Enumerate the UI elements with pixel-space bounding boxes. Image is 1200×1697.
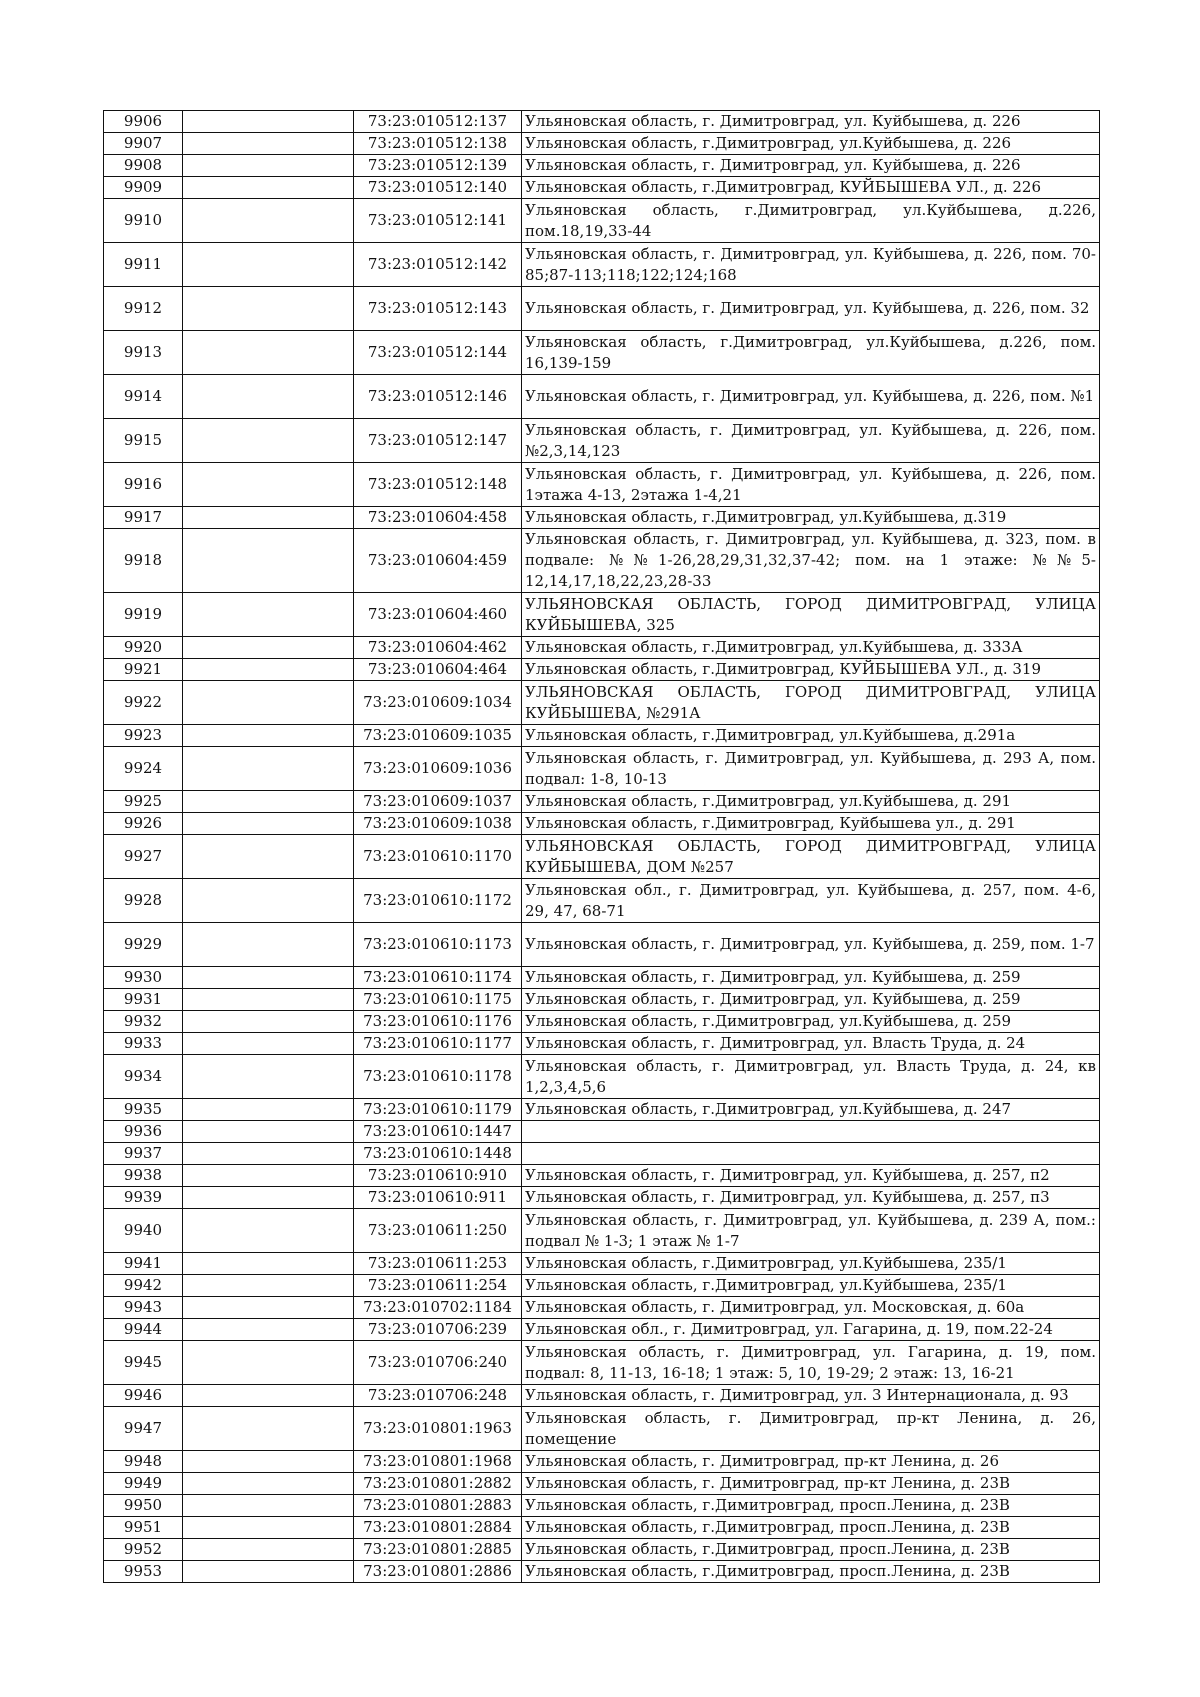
row-number: 9928 [104,879,183,923]
address-cell: Ульяновская область, г.Димитровград, ул.Куйбышева, д. 226 [522,133,1100,155]
empty-cell [183,923,354,967]
cadastral-number: 73:23:010611:250 [354,1209,522,1253]
cadastral-number: 73:23:010512:142 [354,243,522,287]
row-number: 9920 [104,637,183,659]
cadastral-number: 73:23:010609:1036 [354,747,522,791]
row-number: 9915 [104,419,183,463]
address-cell: Ульяновская область, г.Димитровград, просп.Ленина, д. 23В [522,1495,1100,1517]
address-cell: Ульяновская область, г.Димитровград, КУЙБЫШЕВА УЛ., д. 319 [522,659,1100,681]
cadastral-number: 73:23:010609:1034 [354,681,522,725]
address-cell: УЛЬЯНОВСКАЯ ОБЛАСТЬ, ГОРОД ДИМИТРОВГРАД, УЛИЦА КУЙБЫШЕВА, ДОМ №257 [522,835,1100,879]
row-number: 9951 [104,1517,183,1539]
address-cell: Ульяновская область, г.Димитровград, ул.Куйбышева, д.319 [522,507,1100,529]
cadastral-number: 73:23:010610:1448 [354,1143,522,1165]
row-number: 9907 [104,133,183,155]
empty-cell [183,1187,354,1209]
cadastral-number: 73:23:010512:144 [354,331,522,375]
address-cell: Ульяновская область, г. Димитровград, ул. Куйбышева, д. 239 А, пом.: подвал № 1-3; 1 этаж № 1-7 [522,1209,1100,1253]
address-cell: УЛЬЯНОВСКАЯ ОБЛАСТЬ, ГОРОД ДИМИТРОВГРАД, УЛИЦА КУЙБЫШЕВА, №291А [522,681,1100,725]
row-number: 9918 [104,529,183,593]
row-number: 9944 [104,1319,183,1341]
address-cell: Ульяновская обл., г. Димитровград, ул. Гагарина, д. 19, пом.22-24 [522,1319,1100,1341]
empty-cell [183,1407,354,1451]
address-cell: Ульяновская область, г. Димитровград, ул. Куйбышева, д. 259, пом. 1-7 [522,923,1100,967]
cadastral-number: 73:23:010609:1038 [354,813,522,835]
cadastral-number: 73:23:010706:240 [354,1341,522,1385]
empty-cell [183,243,354,287]
table-row [104,813,1100,835]
address-cell: Ульяновская область, г. Димитровград, ул. Куйбышева, д. 226 [522,111,1100,133]
empty-cell [183,1495,354,1517]
row-number: 9916 [104,463,183,507]
cadastral-number: 73:23:010512:141 [354,199,522,243]
table-row [104,989,1100,1011]
table-row [104,1275,1100,1297]
empty-cell [183,1033,354,1055]
address-cell: Ульяновская область, г. Димитровград, пр-кт Ленина, д. 26 [522,1451,1100,1473]
address-cell: Ульяновская область, г. Димитровград, пр-кт Ленина, д. 23В [522,1473,1100,1495]
cadastral-number: 73:23:010512:148 [354,463,522,507]
table-row [104,593,1100,637]
address-cell: Ульяновская область, г.Димитровград, ул.Куйбышева, д. 333А [522,637,1100,659]
address-cell: Ульяновская область, г. Димитровград, ул. Куйбышева, д. 257, п2 [522,1165,1100,1187]
empty-cell [183,1143,354,1165]
row-number: 9932 [104,1011,183,1033]
row-number: 9935 [104,1099,183,1121]
row-number: 9925 [104,791,183,813]
empty-cell [183,725,354,747]
table-row [104,659,1100,681]
empty-cell [183,529,354,593]
cadastral-number: 73:23:010512:138 [354,133,522,155]
table-row [104,1517,1100,1539]
property-registry-table [103,110,1100,1583]
cadastral-number: 73:23:010512:137 [354,111,522,133]
address-cell: Ульяновская область, г. Димитровград, ул. Московская, д. 60а [522,1297,1100,1319]
table-row [104,637,1100,659]
row-number: 9936 [104,1121,183,1143]
table-row [104,1209,1100,1253]
table-row [104,1297,1100,1319]
cadastral-number: 73:23:010512:147 [354,419,522,463]
row-number: 9942 [104,1275,183,1297]
row-number: 9926 [104,813,183,835]
cadastral-number: 73:23:010604:458 [354,507,522,529]
table-row [104,111,1100,133]
cadastral-number: 73:23:010706:239 [354,1319,522,1341]
row-number: 9911 [104,243,183,287]
empty-cell [183,1165,354,1187]
row-number: 9948 [104,1451,183,1473]
address-cell: Ульяновская область, г. Димитровград, ул. Куйбышева, д. 226, пом. №1 [522,375,1100,419]
cadastral-number: 73:23:010604:459 [354,529,522,593]
row-number: 9941 [104,1253,183,1275]
address-cell: Ульяновская область, г.Димитровград, ул.Куйбышева, 235/1 [522,1253,1100,1275]
row-number: 9927 [104,835,183,879]
cadastral-number: 73:23:010512:146 [354,375,522,419]
empty-cell [183,1253,354,1275]
cadastral-number: 73:23:010610:1173 [354,923,522,967]
empty-cell [183,1011,354,1033]
address-cell: Ульяновская область, г. Димитровград, ул. 3 Интернационала, д. 93 [522,1385,1100,1407]
empty-cell [183,507,354,529]
cadastral-number: 73:23:010801:2884 [354,1517,522,1539]
row-number: 9924 [104,747,183,791]
cadastral-number: 73:23:010610:1175 [354,989,522,1011]
table-row [104,287,1100,331]
empty-cell [183,637,354,659]
table-row [104,419,1100,463]
cadastral-number: 73:23:010801:1963 [354,1407,522,1451]
cadastral-number: 73:23:010604:462 [354,637,522,659]
row-number: 9922 [104,681,183,725]
address-cell: Ульяновская область, г.Димитровград, Куйбышева ул., д. 291 [522,813,1100,835]
address-cell: Ульяновская область, г.Димитровград, просп.Ленина, д. 23В [522,1561,1100,1583]
row-number: 9949 [104,1473,183,1495]
address-cell: Ульяновская обл., г. Димитровград, ул. Куйбышева, д. 257, пом. 4-6, 29, 47, 68-71 [522,879,1100,923]
cadastral-number: 73:23:010610:910 [354,1165,522,1187]
table-row [104,1143,1100,1165]
empty-cell [183,1539,354,1561]
address-cell: Ульяновская область, г. Димитровград, ул. Куйбышева, д. 226 [522,155,1100,177]
table-row [104,681,1100,725]
row-number: 9946 [104,1385,183,1407]
row-number: 9909 [104,177,183,199]
cadastral-number: 73:23:010610:1172 [354,879,522,923]
cadastral-number: 73:23:010604:464 [354,659,522,681]
empty-cell [183,1451,354,1473]
table-row [104,375,1100,419]
row-number: 9914 [104,375,183,419]
table-row [104,177,1100,199]
cadastral-number: 73:23:010801:2883 [354,1495,522,1517]
address-cell: Ульяновская область, г. Димитровград, ул. Куйбышева, д. 259 [522,967,1100,989]
row-number: 9940 [104,1209,183,1253]
empty-cell [183,1209,354,1253]
address-cell: Ульяновская область, г.Димитровград, ул.Куйбышева, 235/1 [522,1275,1100,1297]
address-cell: Ульяновская область, г. Димитровград, ул. Куйбышева, д. 293 А, пом. подвал: 1-8, 10-13 [522,747,1100,791]
row-number: 9947 [104,1407,183,1451]
table-row [104,1121,1100,1143]
empty-cell [183,1385,354,1407]
cadastral-number: 73:23:010609:1037 [354,791,522,813]
table-row [104,529,1100,593]
address-cell: Ульяновская область, г. Димитровград, ул. Куйбышева, д. 226, пом. 1этажа 4-13, 2этажа 1-4,21 [522,463,1100,507]
cadastral-number: 73:23:010611:253 [354,1253,522,1275]
table-row [104,1539,1100,1561]
table-row [104,791,1100,813]
row-number: 9952 [104,1539,183,1561]
empty-cell [183,879,354,923]
table-row [104,1055,1100,1099]
table-row [104,1561,1100,1583]
cadastral-number: 73:23:010610:1176 [354,1011,522,1033]
empty-cell [183,1319,354,1341]
row-number: 9953 [104,1561,183,1583]
row-number: 9931 [104,989,183,1011]
empty-cell [183,681,354,725]
empty-cell [183,463,354,507]
table-row [104,463,1100,507]
table-row [104,1407,1100,1451]
cadastral-number: 73:23:010604:460 [354,593,522,637]
empty-cell [183,331,354,375]
row-number: 9950 [104,1495,183,1517]
address-cell: Ульяновская область, г.Димитровград, ул.Куйбышева, д. 291 [522,791,1100,813]
row-number: 9906 [104,111,183,133]
row-number: 9919 [104,593,183,637]
empty-cell [183,155,354,177]
empty-cell [183,1275,354,1297]
table-row [104,1165,1100,1187]
table-row [104,967,1100,989]
row-number: 9908 [104,155,183,177]
row-number: 9943 [104,1297,183,1319]
address-cell: Ульяновская область, г.Димитровград, ул.Куйбышева, д.226, пом.18,19,33-44 [522,199,1100,243]
empty-cell [183,967,354,989]
table-row [104,1319,1100,1341]
cadastral-number: 73:23:010512:139 [354,155,522,177]
address-cell: Ульяновская область, г.Димитровград, КУЙБЫШЕВА УЛ., д. 226 [522,177,1100,199]
cadastral-number: 73:23:010610:1174 [354,967,522,989]
empty-cell [183,791,354,813]
cadastral-number: 73:23:010610:1178 [354,1055,522,1099]
empty-cell [183,1561,354,1583]
cadastral-number: 73:23:010610:1179 [354,1099,522,1121]
empty-cell [183,593,354,637]
table-row [104,747,1100,791]
cadastral-number: 73:23:010610:1170 [354,835,522,879]
address-cell: Ульяновская область, г. Димитровград, ул. Куйбышева, д. 259 [522,989,1100,1011]
cadastral-number: 73:23:010702:1184 [354,1297,522,1319]
cadastral-number: 73:23:010512:140 [354,177,522,199]
address-cell: Ульяновская область, г. Димитровград, ул. Власть Труда, д. 24 [522,1033,1100,1055]
empty-cell [183,111,354,133]
empty-cell [183,813,354,835]
address-cell: Ульяновская область, г.Димитровград, ул.Куйбышева, д.291а [522,725,1100,747]
address-cell: Ульяновская область, г. Димитровград, ул. Куйбышева, д. 226, пом. 32 [522,287,1100,331]
row-number: 9923 [104,725,183,747]
row-number: 9930 [104,967,183,989]
row-number: 9939 [104,1187,183,1209]
table-row [104,1385,1100,1407]
cadastral-number: 73:23:010611:254 [354,1275,522,1297]
table-row [104,1495,1100,1517]
row-number: 9934 [104,1055,183,1099]
address-cell: Ульяновская область, г. Димитровград, ул. Куйбышева, д. 323, пом. в подвале: №№1-26,28,29,31,32,37-42; пом. на 1 этаже: №№5-12,14,17,18,22,23,28-33 [522,529,1100,593]
table-row [104,923,1100,967]
empty-cell [183,747,354,791]
table-row [104,1099,1100,1121]
table-row [104,1187,1100,1209]
address-cell: Ульяновская область, г.Димитровград, ул.Куйбышева, д. 259 [522,1011,1100,1033]
empty-cell [183,659,354,681]
table-row [104,507,1100,529]
empty-cell [183,1055,354,1099]
cadastral-number: 73:23:010801:2882 [354,1473,522,1495]
table-row [104,835,1100,879]
table-row [104,1253,1100,1275]
row-number: 9921 [104,659,183,681]
table-row [104,331,1100,375]
registry-body [104,111,1100,1583]
address-cell: Ульяновская область, г. Димитровград, ул. Куйбышева, д. 226, пом. 70-85;87-113;118;122;124;168 [522,243,1100,287]
empty-cell [183,133,354,155]
empty-cell [183,1121,354,1143]
row-number: 9917 [104,507,183,529]
table-row [104,1011,1100,1033]
address-cell: Ульяновская область, г. Димитровград, ул. Гагарина, д. 19, пом. подвал: 8, 11-13, 16-18; 1 этаж: 5, 10, 19-29; 2 этаж: 13, 16-21 [522,1341,1100,1385]
row-number: 9938 [104,1165,183,1187]
empty-cell [183,1473,354,1495]
row-number: 9910 [104,199,183,243]
cadastral-number: 73:23:010512:143 [354,287,522,331]
table-row [104,199,1100,243]
cadastral-number: 73:23:010610:1447 [354,1121,522,1143]
row-number: 9933 [104,1033,183,1055]
cadastral-number: 73:23:010706:248 [354,1385,522,1407]
table-row [104,725,1100,747]
table-row [104,243,1100,287]
address-cell: Ульяновская область, г. Димитровград, ул. Куйбышева, д. 257, п3 [522,1187,1100,1209]
table-row [104,1473,1100,1495]
row-number: 9913 [104,331,183,375]
address-cell [522,1143,1100,1165]
cadastral-number: 73:23:010609:1035 [354,725,522,747]
address-cell: Ульяновская область, г.Димитровград, ул.Куйбышева, д.226, пом. 16,139-159 [522,331,1100,375]
empty-cell [183,199,354,243]
address-cell: Ульяновская область, г.Димитровград, просп.Ленина, д. 23В [522,1539,1100,1561]
empty-cell [183,1297,354,1319]
table-row [104,155,1100,177]
table-row [104,1451,1100,1473]
row-number: 9945 [104,1341,183,1385]
cadastral-number: 73:23:010610:1177 [354,1033,522,1055]
table-row [104,879,1100,923]
row-number: 9937 [104,1143,183,1165]
cadastral-number: 73:23:010801:2886 [354,1561,522,1583]
empty-cell [183,1099,354,1121]
row-number: 9929 [104,923,183,967]
empty-cell [183,177,354,199]
empty-cell [183,375,354,419]
table-row [104,133,1100,155]
empty-cell [183,419,354,463]
table-row [104,1341,1100,1385]
address-cell: Ульяновская область, г. Димитровград, ул. Власть Труда, д. 24, кв 1,2,3,4,5,6 [522,1055,1100,1099]
cadastral-number: 73:23:010801:2885 [354,1539,522,1561]
empty-cell [183,835,354,879]
empty-cell [183,989,354,1011]
cadastral-number: 73:23:010610:911 [354,1187,522,1209]
row-number: 9912 [104,287,183,331]
empty-cell [183,287,354,331]
cadastral-number: 73:23:010801:1968 [354,1451,522,1473]
address-cell: УЛЬЯНОВСКАЯ ОБЛАСТЬ, ГОРОД ДИМИТРОВГРАД, УЛИЦА КУЙБЫШЕВА, 325 [522,593,1100,637]
address-cell: Ульяновская область, г.Димитровград, просп.Ленина, д. 23В [522,1517,1100,1539]
address-cell: Ульяновская область, г.Димитровград, ул.Куйбышева, д. 247 [522,1099,1100,1121]
table-row [104,1033,1100,1055]
empty-cell [183,1517,354,1539]
address-cell [522,1121,1100,1143]
address-cell: Ульяновская область, г. Димитровград, ул. Куйбышева, д. 226, пом. №2,3,14,123 [522,419,1100,463]
address-cell: Ульяновская область, г. Димитровград, пр-кт Ленина, д. 26, помещение [522,1407,1100,1451]
empty-cell [183,1341,354,1385]
